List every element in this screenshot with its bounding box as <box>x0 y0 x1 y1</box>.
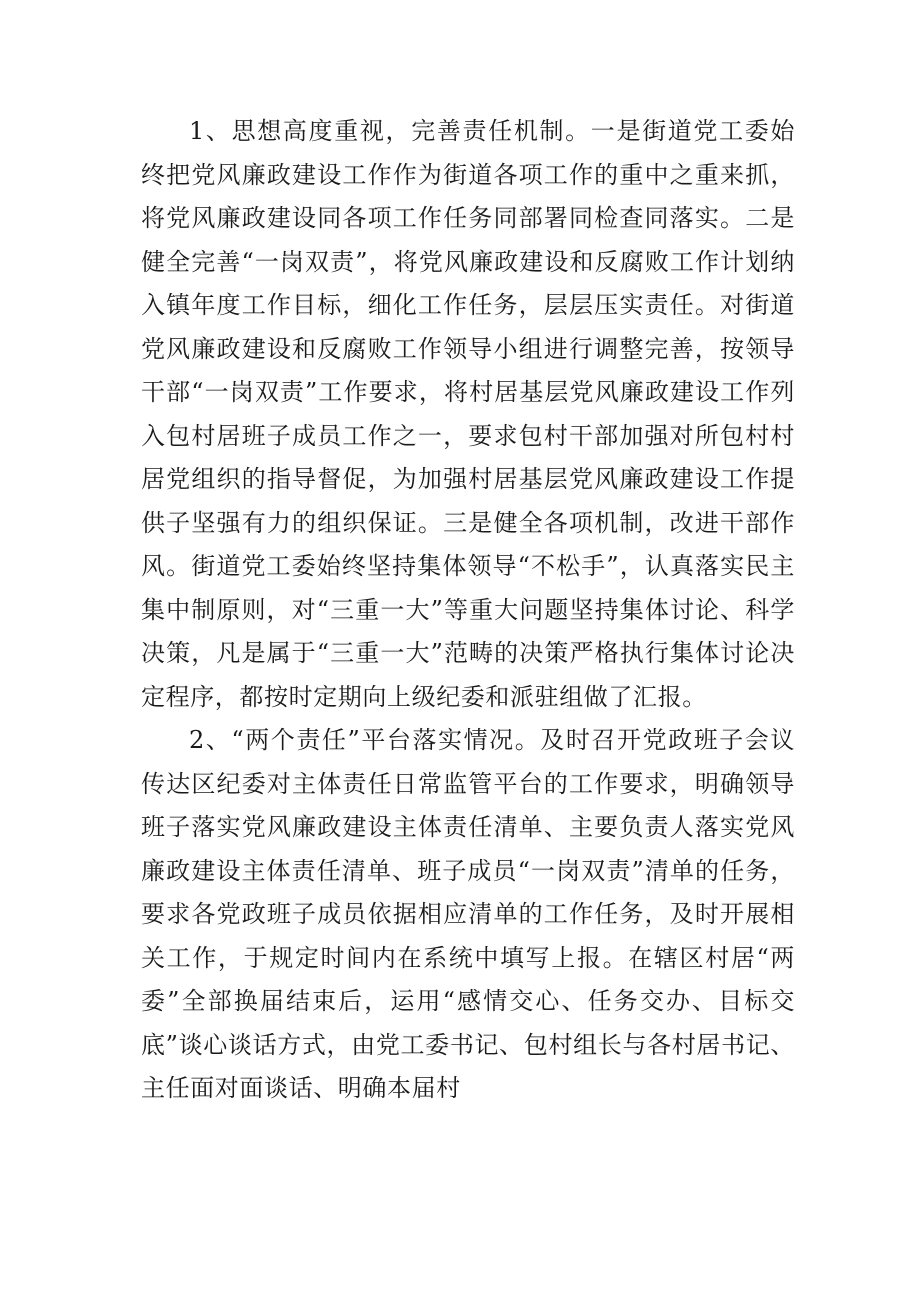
paragraph-two-responsibilities-platform: 2、“两个责任”平台落实情况。及时召开党政班子会议传达区纪委对主体责任日常监管平台的工作要求，明确领导班子落实党风廉政建设主体责任清单、主要负责人落实党风廉政建设主体责任清单、班子成员“一岗双责”清单的任务，要求各党政班子成员依据相应清单的工作任务，及时开展相关工作，于规定时间内在系统中填写上报。在辖区村居“两委”全部换届结束后，运用“感情交心、任务交办、目标交底”谈心谈话方式，由党工委书记、包村组长与各村居书记、主任面对面谈话、明确本届村 <box>141 726 795 1102</box>
paragraph-responsibility-mechanism: 1、思想高度重视，完善责任机制。一是街道党工委始终把党风廉政建设工作作为街道各项工作的重中之重来抓，将党风廉政建设同各项工作任务同部署同检查同落实。二是健全完善“一岗双责”，将党风廉政建设和反腐败工作计划纳入镇年度工作目标，细化工作任务，层层压实责任。对街道党风廉政建设和反腐败工作领导小组进行调整完善，按领导干部“一岗双责”工作要求，将村居基层党风廉政建设工作列入包村居班子成员工作之一，要求包村干部加强对所包村村居党组织的指导督促，为加强村居基层党风廉政建设工作提供子坚强有力的组织保证。三是健全各项机制，改进干部作风。街道党工委始终坚持集体领导“不松手”，认真落实民主集中制原则，对“三重一大”等重大问题坚持集体讨论、科学决策，凡是属于“三重一大”范畴的决策严格执行集体讨论决定程序，都按时定期向上级纪委和派驻组做了汇报。 <box>141 117 795 711</box>
document-body <box>141 110 795 1111</box>
